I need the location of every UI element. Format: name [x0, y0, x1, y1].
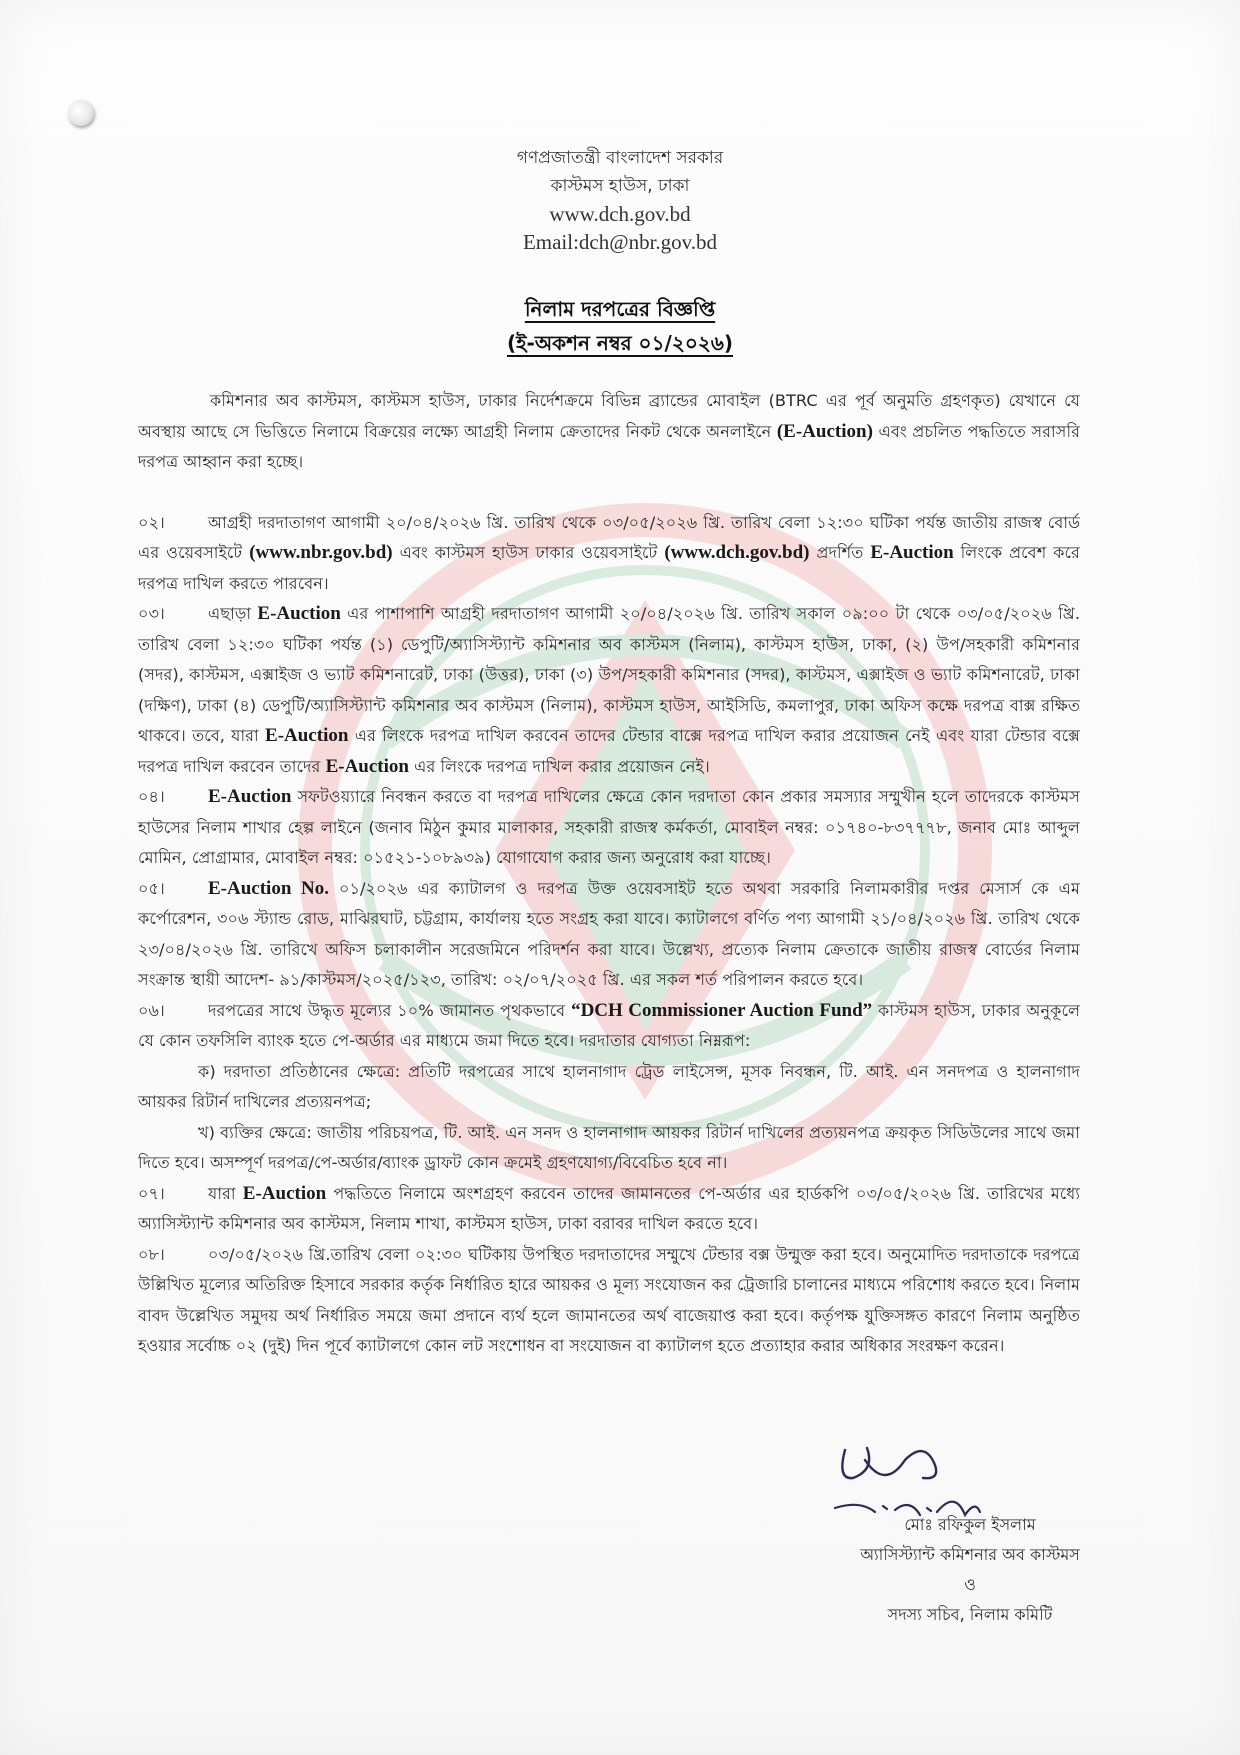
- clause-text: যারা: [208, 1183, 236, 1203]
- clause-number: ০৩।: [138, 604, 165, 623]
- clause-text: এছাড়া: [208, 604, 252, 623]
- letterhead: [0, 144, 1240, 256]
- office-website: www.dch.gov.bd: [549, 202, 691, 226]
- clause-bold: E-Auction: [208, 786, 292, 807]
- punch-hole: [68, 100, 94, 126]
- clause-07: [138, 1179, 1080, 1240]
- clause-bold: E-Auction: [265, 725, 349, 746]
- clause-02: [138, 508, 1080, 600]
- clause-text: ০১/২০২৬ এর ক্যাটালগ ও দরপত্র উক্ত ওয়েবসাইট হতে অথবা সরকারি নিলামকারীর দপ্তর মেসার্স কে এম কর্পোরেশন, ৩০৬ স্ট্যান্ড রোড, মাঝিরঘাট, চট্টগ্রাম, কার্যালয় হতে সংগ্রহ করা যাবে। ক্যাটালগে বর্ণিত পণ্য আগামী ২১/০৪/২০২৬ খ্রি. তারিখ থেকে ২৩/০৪/২০২৬ খ্রি. তারিখে অফিস চলাকালীন সরেজমিনে পরিদর্শন করা যাবে। উল্লেখ্য, প্রত্যেক নিলাম ক্রেতাকে জাতীয় রাজস্ব বোর্ডের নিলাম সংক্রান্ত স্থায়ী আদেশ- ৯১/কাস্টমস/২০২৫/১২৩, তারিখ: ০২/০৭/২০২৫ খ্রি. এর সকল শর্ত পরিপালন করতে হবে।: [138, 878, 1080, 989]
- clause-bold: E-Auction: [325, 755, 409, 777]
- office-name: কাস্টমস হাউস, ঢাকা: [550, 176, 690, 196]
- clause-03: [138, 599, 1080, 782]
- notice-body: [138, 386, 1080, 1362]
- signatory-name: মোঃ রফিকুল ইসলাম: [904, 1515, 1036, 1534]
- clause-number: ০৭।: [138, 1183, 165, 1203]
- clause-text: সফটওয়্যারে নিবন্ধন করতে বা দরপত্র দাখিলের ক্ষেত্রে কোন দরদাতা কোন প্রকার সমস্যার সম্মুখীন হলে তাদেরকে কাস্টমস হাউসের নিলাম শাখার হেল্প লাইনে (জনাব মিঠুন কুমার মালাকার, সহকারী রাজস্ব কর্মকর্তা, মোবাইল নম্বর: ০১৭৪০-৮৩৭৭৭৮, জনাব মোঃ আব্দুল মোমিন, প্রোগ্রামার, মোবাইল নম্বর: ০১৫২১-১০৮৯৩৯) যোগাযোগ করার জন্য অনুরোধ করা যাচ্ছে।: [138, 787, 1080, 867]
- notice-title-line-1: নিলাম দরপত্রের বিজ্ঞপ্তি: [524, 297, 716, 321]
- clause-bold: E-Auction: [257, 603, 341, 624]
- clause-text: প্রদর্শিত: [816, 543, 864, 562]
- clause-number: ০৪।: [138, 787, 165, 806]
- clause-bold: E-Auction: [242, 1182, 327, 1204]
- clause-text: এর লিংকে দরপত্র দাখিল করবেন তাদের টেন্ডার বাক্সে দরপত্র দাখিল করার প্রয়োজন নেই এবং যারা টেন্ডার বক্সে দরপত্র দাখিল করবেন তাদের: [138, 726, 1080, 776]
- intro-bold-1: (E-Auction): [776, 420, 873, 442]
- signatory-role: সদস্য সচিব, নিলাম কমিটি: [887, 1605, 1053, 1624]
- clause-05: [138, 874, 1080, 996]
- clause-04: [138, 782, 1080, 874]
- clause-bold: (www.dch.gov.bd): [664, 542, 810, 563]
- clause-text: এর লিংকে দরপত্র দাখিল করার প্রয়োজন নেই।: [414, 756, 710, 776]
- clause-text: আগ্রহী দরদাতাগণ আগামী ২০/০৪/২০২৬ খ্রি. তারিখ থেকে ০৩/০৫/২০২৬ খ্রি. তারিখ বেলা ১২:৩০ ঘটিকা পর্যন্ত জাতীয় রাজস্ব বোর্ড এর ওয়েবসাইটে: [138, 512, 1080, 562]
- clause-number: ০৬।: [138, 1000, 165, 1020]
- clause-text: দরপত্রের সাথে উদ্ধৃত মূল্যের ১০% জামানত পৃথকভাবে: [208, 1000, 566, 1020]
- clause-06-sub-b: খ) ব্যক্তির ক্ষেত্রে: জাতীয় পরিচয়পত্র, টি. আই. এন সনদ ও হালনাগাদ আয়কর রিটার্ন দাখিলের প্রত্যয়নপত্র ক্রয়কৃত সিডিউলের সাথে জমা দিতে হবে। অসম্পূর্ণ দরপত্র/পে-অর্ডার/ব্যাংক ড্রাফট কোন ক্রমেই গ্রহণযোগ্য/বিবেচিত হবে না।: [138, 1122, 1080, 1172]
- clause-number: ০৮।: [138, 1244, 165, 1264]
- clause-text: কাস্টমস হাউস, ঢাকার অনুকূলে যে কোন তফসিলি ব্যাংক হতে পে-অর্ডার এর মাধ্যমে জমা দিতে হবে। দরদাতার যোগ্যতা নিম্নরূপ:: [138, 1000, 1081, 1050]
- notice-title: [0, 292, 1240, 360]
- clause-08: [138, 1240, 1080, 1362]
- clause-bold: E-Auction No.: [208, 877, 329, 899]
- intro-text-2: এবং প্রচলিত পদ্ধতিতে সরাসরি দরপত্র আহ্বান করা হচ্ছে।: [138, 421, 1080, 471]
- office-email: Email:dch@nbr.gov.bd: [522, 230, 718, 254]
- signatory-conjunction: ও: [964, 1575, 976, 1594]
- intro-paragraph: [138, 386, 1080, 478]
- clause-number: ০২।: [138, 512, 165, 532]
- government-name: গণপ্রজাতন্ত্রী বাংলাদেশ সরকার: [516, 148, 724, 168]
- clause-text: এর পাশাপাশি আগ্রহী দরদাতাগণ আগামী ২০/০৪/২০২৬ খ্রি. তারিখ সকাল ০৯:০০ টা থেকে ০৩/০৫/২০২৬ খ্রি. তারিখ বেলা ১২:৩০ ঘটিকা পর্যন্ত (১) ডেপুটি/অ্যাসিস্ট্যান্ট কমিশনার অব কাস্টমস (নিলাম), কাস্টমস হাউস, ঢাকা, (২) উপ/সহকারী কমিশনার (সদর), কাস্টমস, এক্সাইজ ও ভ্যাট কমিশনারেট, ঢাকা (উত্তর), ঢাকা (৩) উপ/সহকারী কমিশনার (সদর), কাস্টমস, এক্সাইজ ও ভ্যাট কমিশনারেট, ঢাকা (দক্ষিণ), ঢাকা (৪) ডেপুটি/অ্যাসিস্ট্যান্ট কমিশনার অব কাস্টমস (নিলাম), কাস্টমস হাউস, আইসিডি, কমলাপুর, ঢাকা অফিস কক্ষে দরপত্র বাক্স রক্ষিত থাকবে। তবে, যারা: [138, 604, 1080, 745]
- notice-title-line-2: (ই-অকশন নম্বর ০১/২০২৬): [506, 331, 734, 355]
- clause-bold: E-Auction: [870, 542, 954, 563]
- clause-text: লিংকে প্রবেশ করে দরপত্র দাখিল করতে পারবেন।: [138, 543, 1080, 593]
- clause-text: এবং কাস্টমস হাউস ঢাকার ওয়েবসাইটে: [399, 543, 658, 562]
- clause-06-sub-a: ক) দরদাতা প্রতিষ্ঠানের ক্ষেত্রে: প্রতিটি দরপত্রের সাথে হালনাগাদ ট্রেড লাইসেন্স, মূসক নিবন্ধন, টি. আই. এন সনদপত্র ও হালনাগাদ আয়কর রিটার্ন দাখিলের প্রত্যয়নপত্র;: [138, 1061, 1080, 1111]
- intro-text-1: কমিশনার অব কাস্টমস, কাস্টমস হাউস, ঢাকার নির্দেশক্রমে বিভিন্ন ব্র্যান্ডের মোবাইল (BTRC এর পূর্ব অনুমতি গ্রহণকৃত) যেখানে যে অবস্থায় আছে সে ভিত্তিতে নিলামে বিক্রয়ের লক্ষ্যে আগ্রহী নিলাম ক্রেতাদের নিকট থেকে অনলাইনে: [138, 391, 1080, 441]
- clause-bold: (www.nbr.gov.bd): [249, 542, 393, 563]
- clause-number: ০৫।: [138, 878, 165, 898]
- clause-bold: “DCH Commissioner Auction Fund”: [571, 999, 873, 1021]
- clause-06: [138, 996, 1080, 1057]
- signatory-designation: অ্যাসিস্ট্যান্ট কমিশনার অব কাস্টমস: [860, 1545, 1080, 1564]
- clause-text: ০৩/০৫/২০২৬ খ্রি.তারিখ বেলা ০২:৩০ ঘটিকায় উপস্থিত দরদাতাদের সম্মুখে টেন্ডার বক্স উন্মুক্ত করা হবে। অনুমোদিত দরদাতাকে দরপত্রে উল্লিখিত মূল্যের অতিরিক্ত হিসাবে সরকার কর্তৃক নির্ধারিত হারে আয়কর ও মূল্য সংযোজন কর ট্রেজারি চালানের মাধ্যমে পরিশোধ করতে হবে। নিলাম বাবদ উল্লেখিত সমুদয় অর্থ নির্ধারিত সময়ে জমা প্রদানে ব্যর্থ হলে জামানতের অর্থ বাজেয়াপ্ত করা হবে। কর্তৃপক্ষ যুক্তিসঙ্গত কারণে নিলাম অনুষ্ঠিত হওয়ার সর্বোচ্চ ০২ (দুই) দিন পূর্বে ক্যাটালগে কোন লট সংশোধন বা সংযোজন বা ক্যাটালগ হতে প্রত্যাহার করার অধিকার সংরক্ষণ করেন।: [138, 1244, 1080, 1355]
- signatory-block: [760, 1510, 1180, 1630]
- clause-text: পদ্ধতিতে নিলামে অংশগ্রহণ করবেন তাদের জামানতের পে-অর্ডার এর হার্ডকপি ০৩/০৫/২০২৬ খ্রি. তারিখের মধ্যে অ্যাসিস্ট্যান্ট কমিশনার অব কাস্টমস, নিলাম শাখা, কাস্টমস হাউস, ঢাকা বরাবর দাখিল করতে হবে।: [138, 1183, 1080, 1233]
